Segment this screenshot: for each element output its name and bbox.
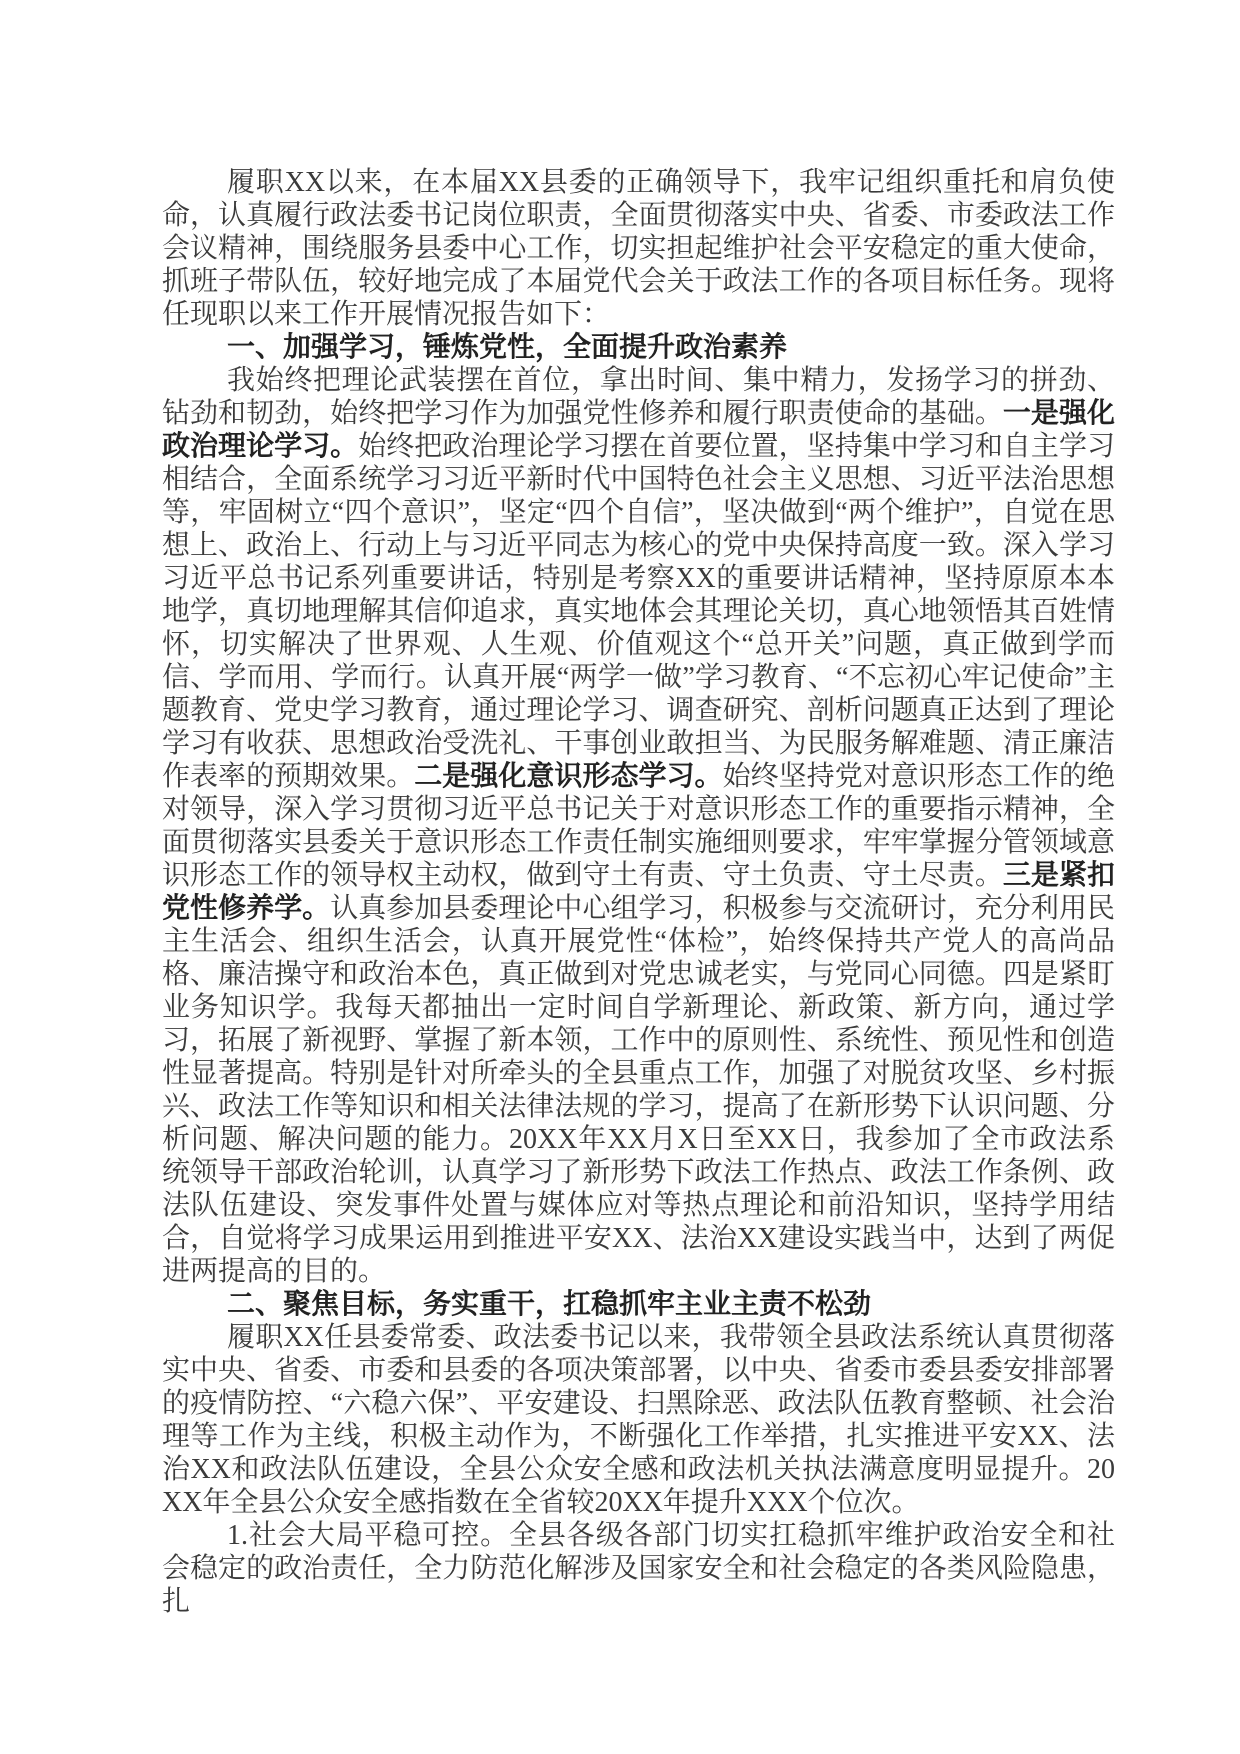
text-run: 我始终把理论武装摆在首位，拿出时间、集中精力，发扬学习的拼劲、钻劲和韧劲，始终把学习作为加强党性修养和履行职责使命的基础。 bbox=[162, 365, 1115, 429]
emphasis-text-run: 二是强化意识形态学习。 bbox=[414, 761, 723, 792]
section-heading bbox=[162, 1288, 1115, 1321]
emphasis-text-run: 一、加强学习，锤炼党性，全面提升政治素养 bbox=[227, 332, 788, 363]
emphasis-text-run: 二、聚焦目标，务实重干，扛稳抓牢主业主责不松劲 bbox=[227, 1289, 872, 1320]
section-heading bbox=[162, 331, 1115, 364]
text-run: 认真参加县委理论中心组学习，积极参与交流研讨，充分利用民主生活会、组织生活会，认真开展党性“体检”，始终保持共产党人的高尚品格、廉洁操守和政治本色，真正做到对党忠诚老实，与党同心同德。四是紧盯业务知识学。我每天都抽出一定时间自学新理论、新政策、新方向，通过学习，拓展了新视野、掌握了新本领，工作中的原则性、系统性、预见性和创造性显著提高。特别是针对所牵头的全县重点工作，加强了对脱贫攻坚、乡村振兴、政法工作等知识和相关法律法规的学习，提高了在新形势下认识问题、分析问题、解决问题的能力。20XX年XX月X日至XX日，我参加了全市政法系统领导干部政治轮训，认真学习了新形势下政法工作热点、政法工作条例、政法队伍建设、突发事件处置与媒体应对等热点理论和前沿知识，坚持学用结合，自觉将学习成果运用到推进平安XX、法治XX建设实践当中，达到了两促进两提高的目的。 bbox=[162, 893, 1115, 1287]
emphasis-text-run: 三是紧扣党性修养学。 bbox=[162, 860, 1115, 924]
emphasis-text-run: 一是强化政治理论学习。 bbox=[162, 398, 1115, 462]
text-run: 1.社会大局平稳可控。全县各级各部门切实扛稳抓牢维护政治安全和社会稳定的政治责任，全力防范化解涉及国家安全和社会稳定的各类风险隐患，扎 bbox=[162, 1520, 1115, 1617]
document-content bbox=[162, 166, 1115, 1618]
paragraph bbox=[162, 364, 1115, 1288]
text-run: 始终坚持党对意识形态工作的绝对领导，深入学习贯彻习近平总书记关于对意识形态工作的重要指示精神，全面贯彻落实县委关于意识形态工作责任制实施细则要求，牢牢掌握分管领域意识形态工作的领导权主动权，做到守土有责、守土负责、守土尽责。 bbox=[162, 761, 1115, 891]
text-run: 履职XX以来，在本届XX县委的正确领导下，我牢记组织重托和肩负使命，认真履行政法委书记岗位职责，全面贯彻落实中央、省委、市委政法工作会议精神，围绕服务县委中心工作，切实担起维护社会平安稳定的重大使命，抓班子带队伍，较好地完成了本届党代会关于政法工作的各项目标任务。现将任现职以来工作开展情况报告如下： bbox=[162, 167, 1115, 330]
text-run: 始终把政治理论学习摆在首要位置，坚持集中学习和自主学习相结合，全面系统学习习近平新时代中国特色社会主义思想、习近平法治思想等，牢固树立“四个意识”，坚定“四个自信”，坚决做到“两个维护”，自觉在思想上、政治上、行动上与习近平同志为核心的党中央保持高度一致。深入学习习近平总书记系列重要讲话，特别是考察XX的重要讲话精神，坚持原原本本地学，真切地理解其信仰追求，真实地体会其理论关切，真心地领悟其百姓情怀，切实解决了世界观、人生观、价值观这个“总开关”问题，真正做到学而信、学而用、学而行。认真开展“两学一做”学习教育、“不忘初心牢记使命”主题教育、党史学习教育，通过理论学习、调查研究、剖析问题真正达到了理论学习有收获、思想政治受洗礼、干事创业敢担当、为民服务解难题、清正廉洁作表率的预期效果。 bbox=[162, 431, 1115, 792]
paragraph bbox=[162, 166, 1115, 331]
text-run: 履职XX任县委常委、政法委书记以来，我带领全县政法系统认真贯彻落实中央、省委、市委和县委的各项决策部署，以中央、省委市委县委安排部署的疫情防控、“六稳六保”、平安建设、扫黑除恶、政法队伍教育整顿、社会治理等工作为主线，积极主动作为，不断强化工作举措，扎实推进平安XX、法治XX和政法队伍建设，全县公众安全感和政法机关执法满意度明显提升。20XX年全县公众安全感指数在全省较20XX年提升XXX个位次。 bbox=[162, 1322, 1115, 1518]
paragraph bbox=[162, 1321, 1115, 1519]
paragraph bbox=[162, 1519, 1115, 1618]
